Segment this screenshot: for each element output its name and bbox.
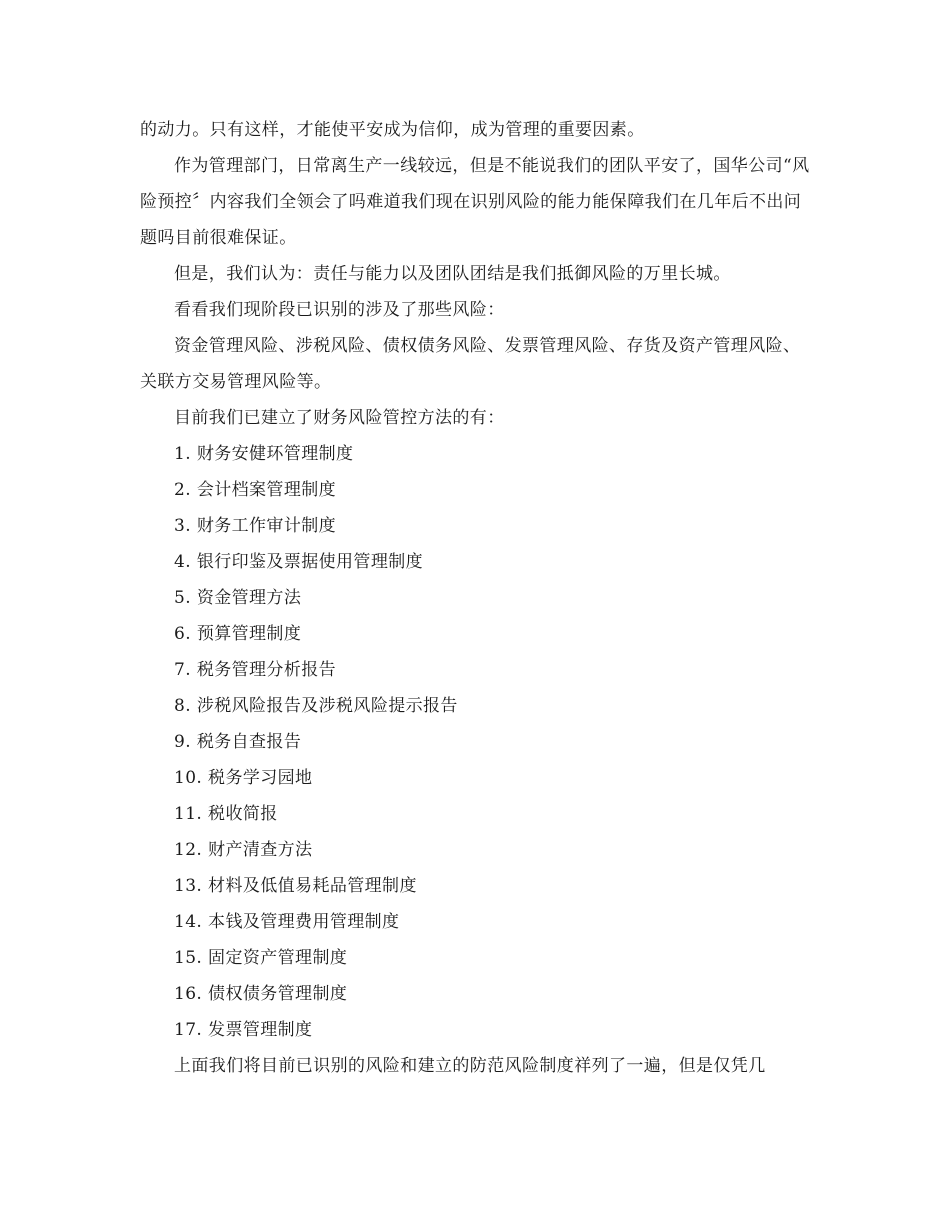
document-body [140, 112, 816, 1084]
paragraph-management-dept: 作为管理部门，日常离生产一线较远，但是不能说我们的团队平安了，国华公司“风险预控〞内容我们全领会了吗难道我们现在识别风险的能力能保障我们在几年后不出问题吗目前很难保证。 [140, 156, 810, 248]
list-item: 8. 涉税风险报告及涉税风险提示报告 [174, 696, 458, 716]
methods-list [140, 436, 816, 1048]
list-item: 4. 银行印鉴及票据使用管理制度 [174, 552, 424, 572]
list-item: 12. 财产清查方法 [174, 840, 313, 860]
list-item: 2. 会计档案管理制度 [174, 480, 337, 500]
paragraph-responsibility: 但是，我们认为：责任与能力以及团队团结是我们抵御风险的万里长城。 [174, 264, 731, 284]
list-item: 3. 财务工作审计制度 [174, 516, 337, 536]
paragraph-continuation: 的动力。只有这样，才能使平安成为信仰，成为管理的重要因素。 [140, 120, 645, 140]
paragraph-risks-intro: 看看我们现阶段已识别的涉及了那些风险： [174, 300, 505, 320]
list-item: 13. 材料及低值易耗品管理制度 [174, 876, 417, 896]
list-item: 14. 本钱及管理费用管理制度 [174, 912, 400, 932]
list-item: 6. 预算管理制度 [174, 624, 302, 644]
list-item: 7. 税务管理分析报告 [174, 660, 337, 680]
list-item: 11. 税收简报 [174, 804, 278, 824]
list-item: 5. 资金管理方法 [174, 588, 302, 608]
paragraph-risk-list: 资金管理风险、涉税风险、债权债务风险、发票管理风险、存货及资产管理风险、关联方交易管理风险等。 [140, 336, 801, 392]
list-item: 10. 税务学习园地 [174, 768, 313, 788]
paragraph-summary: 上面我们将目前已识别的风险和建立的防范风险制度祥列了一遍，但是仅凭几 [174, 1056, 766, 1076]
list-item: 9. 税务自查报告 [174, 732, 302, 752]
paragraph-methods-intro: 目前我们已建立了财务风险管控方法的有： [174, 408, 505, 428]
list-item: 17. 发票管理制度 [174, 1020, 313, 1040]
list-item: 16. 债权债务管理制度 [174, 984, 348, 1004]
list-item: 1. 财务安健环管理制度 [174, 444, 354, 464]
list-item: 15. 固定资产管理制度 [174, 948, 348, 968]
